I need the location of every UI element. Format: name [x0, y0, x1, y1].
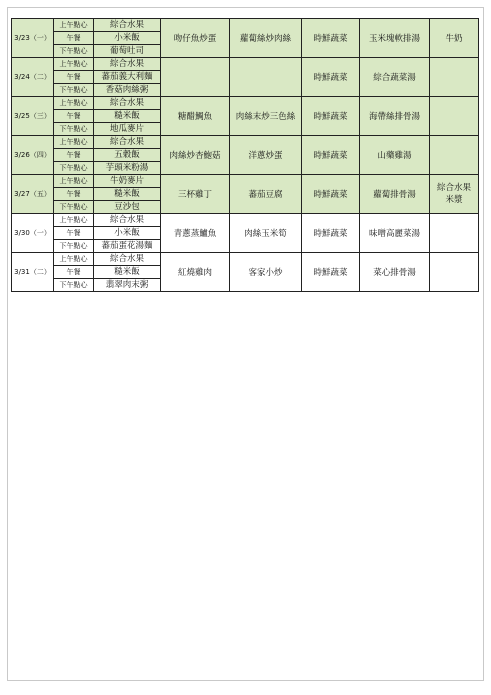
date-cell: 3/30（一）: [12, 214, 54, 253]
soup-cell: 玉米塊軟排湯: [360, 19, 430, 58]
meal-label: 上午點心: [54, 19, 94, 32]
date-cell: 3/27（五）: [12, 175, 54, 214]
main-dish-cell: 紅燒雞肉: [161, 253, 230, 292]
extra-cell: [430, 214, 479, 253]
main-dish-cell: 糖醋鯛魚: [161, 97, 230, 136]
menu-item: 牛奶麥片: [94, 175, 161, 188]
vegetable-cell: 時鮮蔬菜: [302, 58, 360, 97]
meal-label: 午餐: [54, 266, 94, 279]
menu-item: 翡翠肉末粥: [94, 279, 161, 292]
vegetable-cell: 時鮮蔬菜: [302, 19, 360, 58]
date-cell: 3/26（四）: [12, 136, 54, 175]
menu-item: 葡萄吐司: [94, 45, 161, 58]
menu-item: 糙米飯: [94, 188, 161, 201]
menu-item: 芋頭米粉湯: [94, 162, 161, 175]
meal-label: 上午點心: [54, 58, 94, 71]
table-row: [12, 214, 479, 227]
menu-page: [7, 7, 484, 681]
date-cell: 3/25（三）: [12, 97, 54, 136]
menu-item: 豆沙包: [94, 201, 161, 214]
meal-label: 上午點心: [54, 253, 94, 266]
main-dish-cell: 吻仔魚炒蛋: [161, 19, 230, 58]
menu-item: 糙米飯: [94, 266, 161, 279]
extra-cell: [430, 253, 479, 292]
meal-label: 下午點心: [54, 84, 94, 97]
meal-label: 下午點心: [54, 201, 94, 214]
date-cell: 3/31（二）: [12, 253, 54, 292]
menu-item: 糙米飯: [94, 110, 161, 123]
soup-cell: 味噌高麗菜湯: [360, 214, 430, 253]
menu-item: 五穀飯: [94, 149, 161, 162]
date-cell: 3/23（一）: [12, 19, 54, 58]
main-dish-cell: 三杯雞丁: [161, 175, 230, 214]
table-row: [12, 175, 479, 188]
menu-item: 綜合水果: [94, 253, 161, 266]
extra-cell: 綜合水果 米漿: [430, 175, 479, 214]
side-dish-cell: 肉絲末炒三色絲: [230, 97, 302, 136]
lunch-menu-table: [11, 18, 479, 292]
side-dish-cell: 蕃茄豆腐: [230, 175, 302, 214]
table-row: [12, 253, 479, 266]
vegetable-cell: 時鮮蔬菜: [302, 214, 360, 253]
vegetable-cell: 時鮮蔬菜: [302, 175, 360, 214]
side-dish-cell: 蘿蔔絲炒肉絲: [230, 19, 302, 58]
table-row: [12, 19, 479, 32]
meal-label: 午餐: [54, 149, 94, 162]
main-dish-cell: 青蔥蒸鱸魚: [161, 214, 230, 253]
table-row: [12, 136, 479, 149]
extra-cell: 牛奶: [430, 19, 479, 58]
meal-label: 午餐: [54, 227, 94, 240]
extra-cell: [430, 97, 479, 136]
meal-label: 上午點心: [54, 214, 94, 227]
side-dish-cell: 洋蔥炒蛋: [230, 136, 302, 175]
meal-label: 下午點心: [54, 279, 94, 292]
menu-item: 綜合水果: [94, 214, 161, 227]
soup-cell: 海帶絲排骨湯: [360, 97, 430, 136]
side-dish-cell: 客家小炒: [230, 253, 302, 292]
menu-item: 蕃茄義大利麵: [94, 71, 161, 84]
meal-label: 午餐: [54, 32, 94, 45]
vegetable-cell: 時鮮蔬菜: [302, 136, 360, 175]
meal-label: 下午點心: [54, 45, 94, 58]
table-row: [12, 58, 479, 71]
menu-item: 綜合水果: [94, 58, 161, 71]
meal-label: 下午點心: [54, 240, 94, 253]
menu-item: 小米飯: [94, 227, 161, 240]
main-dish-cell: [161, 58, 230, 97]
meal-label: 上午點心: [54, 136, 94, 149]
menu-item: 蕃茄蛋花湯麵: [94, 240, 161, 253]
meal-label: 午餐: [54, 71, 94, 84]
menu-item: 綜合水果: [94, 19, 161, 32]
meal-label: 午餐: [54, 188, 94, 201]
soup-cell: 菜心排骨湯: [360, 253, 430, 292]
soup-cell: 蘿蔔排骨湯: [360, 175, 430, 214]
meal-label: 上午點心: [54, 97, 94, 110]
meal-label: 午餐: [54, 110, 94, 123]
meal-label: 下午點心: [54, 162, 94, 175]
meal-label: 上午點心: [54, 175, 94, 188]
menu-item: 綜合水果: [94, 136, 161, 149]
meal-label: 下午點心: [54, 123, 94, 136]
extra-cell: [430, 136, 479, 175]
extra-cell: [430, 58, 479, 97]
table-row: [12, 97, 479, 110]
date-cell: 3/24（二）: [12, 58, 54, 97]
menu-item: 地瓜麥片: [94, 123, 161, 136]
menu-item: 香菇肉絲粥: [94, 84, 161, 97]
menu-item: 綜合水果: [94, 97, 161, 110]
side-dish-cell: [230, 58, 302, 97]
menu-item: 小米飯: [94, 32, 161, 45]
soup-cell: 山藥雞湯: [360, 136, 430, 175]
soup-cell: 綜合蔬菜湯: [360, 58, 430, 97]
main-dish-cell: 肉絲炒杏鮑菇: [161, 136, 230, 175]
vegetable-cell: 時鮮蔬菜: [302, 97, 360, 136]
side-dish-cell: 肉絲玉米筍: [230, 214, 302, 253]
vegetable-cell: 時鮮蔬菜: [302, 253, 360, 292]
